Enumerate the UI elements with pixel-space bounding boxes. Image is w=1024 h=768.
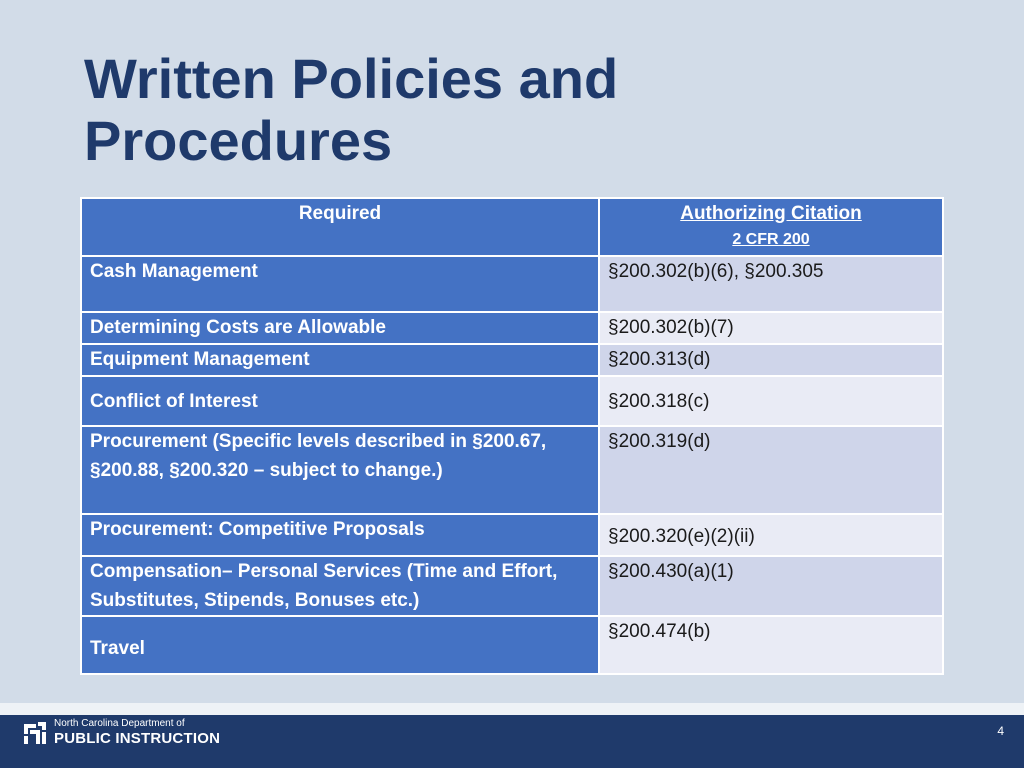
org-name-line1: North Carolina Department of <box>54 718 185 729</box>
table-row <box>81 514 943 556</box>
requirement-cell: Conflict of Interest <box>81 376 599 426</box>
citation-cell: §200.318(c) <box>599 376 943 426</box>
table-row <box>81 376 943 426</box>
table-row <box>81 616 943 674</box>
citation-cell: §200.474(b) <box>599 616 943 674</box>
citation-cell: §200.302(b)(7) <box>599 312 943 344</box>
requirement-cell: Travel <box>81 616 599 674</box>
header-required: Required <box>81 198 599 256</box>
citation-cell: §200.320(e)(2)(ii) <box>599 514 943 556</box>
requirement-cell: Cash Management <box>81 256 599 312</box>
table-header-row <box>81 198 943 256</box>
policies-table <box>80 197 944 675</box>
requirement-cell: Procurement: Competitive Proposals <box>81 514 599 556</box>
citation-cell: §200.313(d) <box>599 344 943 376</box>
footer-stripe <box>0 703 1024 715</box>
header-citation <box>599 198 943 256</box>
requirement-cell: Procurement (Specific levels described in §200.67, §200.88, §200.320 – subject to change.) <box>81 426 599 514</box>
ncdpi-logo-icon <box>22 720 48 746</box>
slide-title: Written Policies and Procedures <box>84 47 619 172</box>
table-row <box>81 426 943 514</box>
table-row <box>81 344 943 376</box>
header-citation-source: 2 CFR 200 <box>732 231 810 248</box>
requirement-cell: Determining Costs are Allowable <box>81 312 599 344</box>
citation-cell: §200.302(b)(6), §200.305 <box>599 256 943 312</box>
citation-cell: §200.319(d) <box>599 426 943 514</box>
page-number: 4 <box>997 724 1004 738</box>
requirement-cell: Compensation– Personal Services (Time and Effort, Substitutes, Stipends, Bonuses etc.) <box>81 556 599 616</box>
citation-cell: §200.430(a)(1) <box>599 556 943 616</box>
requirement-cell: Equipment Management <box>81 344 599 376</box>
header-citation-label: Authorizing Citation <box>680 203 862 224</box>
org-name-line2: PUBLIC INSTRUCTION <box>54 730 221 747</box>
table-row <box>81 556 943 616</box>
table-row <box>81 256 943 312</box>
table-row <box>81 312 943 344</box>
